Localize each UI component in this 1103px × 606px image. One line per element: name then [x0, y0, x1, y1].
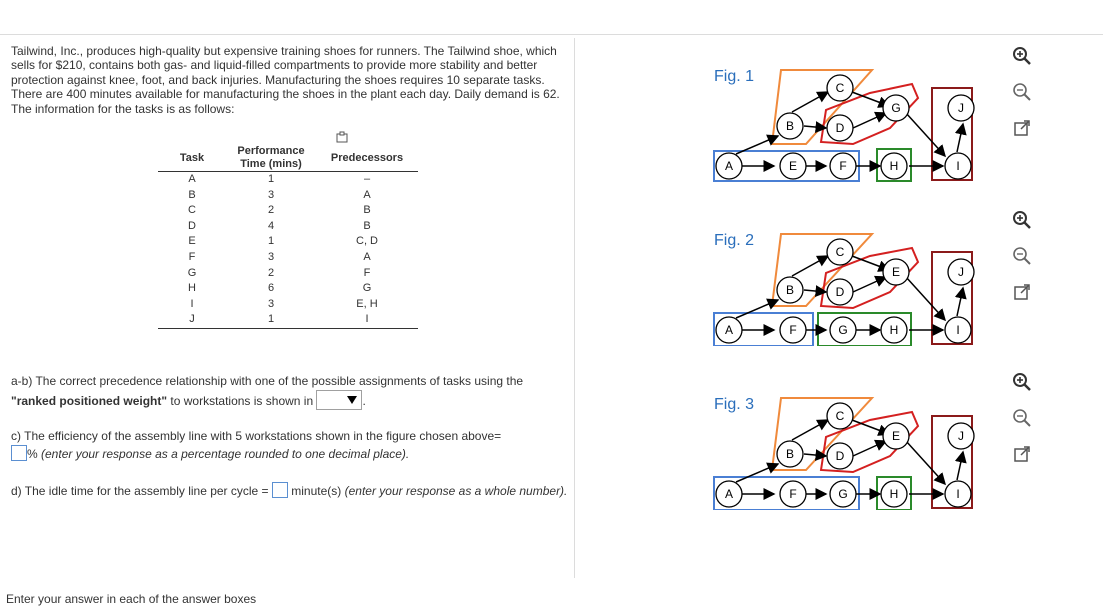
question-ab-after: to workstations is shown in	[167, 394, 314, 408]
fig-2-label: Fig. 2	[714, 232, 755, 249]
zoom-in-icon[interactable]	[1012, 372, 1032, 392]
copy-table-icon[interactable]	[336, 131, 348, 143]
svg-text:A: A	[724, 323, 734, 337]
question-c-hint: (enter your response as a percentage rounded to one decimal place).	[41, 447, 410, 461]
open-new-window-icon[interactable]	[1012, 282, 1032, 302]
table-row: J 1 I	[158, 312, 418, 328]
svg-text:D: D	[835, 285, 845, 299]
svg-text:F: F	[789, 487, 797, 501]
svg-text:B: B	[785, 283, 795, 297]
open-new-window-icon[interactable]	[1012, 444, 1032, 464]
svg-text:G: G	[838, 487, 848, 501]
svg-text:J: J	[958, 101, 964, 115]
svg-text:I: I	[956, 159, 960, 173]
question-c-text: c) The efficiency of the assembly line with 5 workstations shown in the figure chosen above=	[11, 429, 502, 443]
top-divider	[0, 34, 1103, 35]
svg-text:C: C	[835, 81, 845, 95]
zoom-in-icon[interactable]	[1012, 210, 1032, 230]
fig-2-controls	[1012, 210, 1036, 318]
svg-text:C: C	[835, 409, 845, 423]
fig-2-diagram	[712, 226, 992, 346]
table-row: H 6 G	[188, 282, 372, 295]
table-row: F 3 A	[188, 250, 371, 263]
svg-text:I: I	[956, 323, 960, 337]
question-d	[11, 482, 571, 500]
svg-text:D: D	[835, 449, 845, 463]
idle-time-unit: minute(s)	[291, 484, 342, 498]
efficiency-input[interactable]	[11, 445, 27, 461]
chevron-down-icon	[347, 396, 357, 404]
zoom-out-icon[interactable]	[1012, 246, 1032, 266]
svg-text:I: I	[956, 487, 960, 501]
svg-text:E: E	[891, 265, 901, 279]
svg-text:J: J	[958, 429, 964, 443]
question-d-hint: (enter your response as a whole number).	[344, 484, 568, 498]
svg-text:H: H	[889, 323, 899, 337]
panel-divider	[574, 38, 575, 578]
zoom-out-icon[interactable]	[1012, 82, 1032, 102]
table-row: A 1 –	[188, 173, 371, 185]
task-table	[158, 145, 418, 329]
svg-text:B: B	[785, 119, 795, 133]
table-row: I 3 E, H	[190, 297, 378, 310]
fig-3-diagram	[712, 390, 992, 510]
svg-text:F: F	[839, 159, 847, 173]
fig-1-label: Fig. 1	[714, 68, 755, 85]
efficiency-unit: %	[27, 447, 38, 461]
svg-text:A: A	[724, 487, 734, 501]
header-performance-time: Performance Time (mins)	[226, 145, 316, 172]
problem-statement: Tailwind, Inc., produces high-quality but expensive training shoes for runners. The Tailwind shoe, which sells for $210, contains both gas- and liquid-filled compartments to provide more stability and better protection against knee, foot, and back injuries. Manufacturing the shoes requires 10 separate tasks. There are 400 minutes available for manufacturing the shoes in the plant each day. Daily demand is 62. The information for the tasks is as follows:	[11, 44, 560, 116]
svg-text:E: E	[891, 429, 901, 443]
svg-text:B: B	[785, 447, 795, 461]
svg-text:G: G	[891, 101, 901, 115]
svg-text:G: G	[838, 323, 848, 337]
table-row: C 2 B	[188, 204, 371, 217]
table-row: D 4 B	[188, 219, 371, 232]
bottom-instruction: Enter your answer in each of the answer boxes	[6, 592, 257, 606]
svg-text:D: D	[835, 121, 845, 135]
fig-3-controls	[1012, 372, 1036, 480]
figure-select-dropdown[interactable]	[316, 390, 362, 410]
table-row: G 2 F	[187, 266, 371, 279]
open-new-window-icon[interactable]	[1012, 118, 1032, 138]
question-ab-bold: "ranked positioned weight"	[11, 394, 168, 408]
idle-time-input[interactable]	[272, 482, 288, 498]
svg-text:E: E	[788, 159, 798, 173]
question-c	[11, 428, 571, 463]
zoom-out-icon[interactable]	[1012, 408, 1032, 428]
zoom-in-icon[interactable]	[1012, 46, 1032, 66]
svg-text:J: J	[958, 265, 964, 279]
table-row: B 3 A	[188, 188, 371, 201]
header-task: Task	[158, 145, 226, 172]
svg-text:C: C	[835, 245, 845, 259]
header-predecessors: Predecessors	[316, 145, 418, 172]
svg-text:F: F	[789, 323, 797, 337]
fig-3-label: Fig. 3	[714, 396, 755, 413]
table-row: E 1 C, D	[188, 235, 378, 248]
fig-1-diagram	[712, 62, 992, 182]
question-d-text: d) The idle time for the assembly line per cycle =	[11, 484, 269, 498]
svg-text:H: H	[889, 487, 899, 501]
question-ab: a-b) The correct precedence relationship with one of the possible assignments of tasks using the "ranked positioned weight" to workstations is shown in .	[11, 374, 524, 408]
question-panel	[11, 44, 571, 116]
fig-1-controls	[1012, 46, 1036, 154]
question-ab-text: a-b) The correct precedence relationship with one of the possible assignments of tasks using the	[11, 374, 524, 388]
svg-text:H: H	[889, 159, 899, 173]
svg-text:A: A	[724, 159, 734, 173]
